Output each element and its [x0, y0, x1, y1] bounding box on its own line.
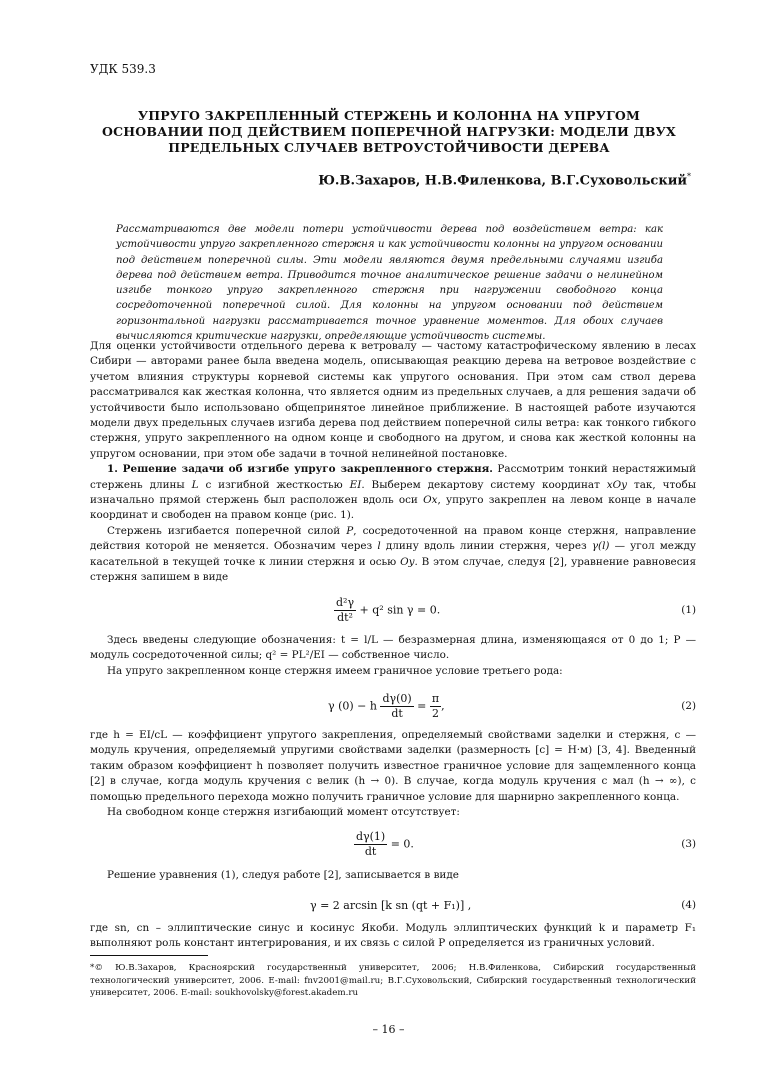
- eq1-fraction: $\frac{\text{d²γ}}{\text{dt²}}$: [336, 596, 355, 624]
- equation-label: (4): [681, 899, 696, 911]
- intro-paragraph: Для оценки устойчивости отдельного дерева к ветровалу — частому катастрофическому явлению в лесах Сибири — авторами ранее была введена модель, описывающая реакцию дерева на ветровое воздействие с учетом влияния структуры корневой системы как упругого основания. При этом сам ствол дерева рассматривался как жесткая колонна, что является одним из предельных случаев, а для решения задачи об устойчивости было использовано общепринятое линейное приближение. В настоящей работе изучаются модели двух предельных случаев изгиба дерева под действием поперечной силы ветра: как тонкого гибкого стержня, упруго закрепленного на одном конце и свободного на другом, и снова как жесткой колонны на упругом основании, при этом обе задачи в точной нелинейной постановке.: [90, 340, 696, 460]
- abstract: Рассматриваются две модели потери устойчивости дерева под воздействием ветра: как устойчивости упруго закрепленного стержня и как устойчивости колонны на упругом основании под действием поперечной силы. Эти модели являются двумя предельными случаями изгиба дерева под действием ветра. Приводится точное аналитическое решение задачи о нелинейном изгибе тонкого упруго закрепленного стержня при нагружении свободного конца сосредоточенной поперечной силой. Для колонны на упругом основании под действием горизонтальной нагрузки рассматривается точное уравнение моментов. Для обоих случаев вычисляются критические нагрузки, определяющие устойчивость системы.: [116, 224, 663, 343]
- coefficient-paragraph: где h = EI/cL — коэффициент упругого закрепления, определяемый свойствами заделки и стержня, c — модуль кручения, определяемый упругими свойствами заделки (размерность [c] = Н·м) [3, 4]. Введенный таким образом коэффициент h позволяет получить известное граничное условие для защемленного конца [2] в случае, когда модуль кручения c велик (h → 0). В случае, когда модуль кручения c мал (h → ∞), с помощью предельного перехода можно получить граничное условие для шарнирно закрепленного конца.: [90, 729, 696, 803]
- equation-1: $\frac{\text{d²γ}}{\text{dt²}}$ + q² sin γ = 0. (1): [336, 596, 696, 624]
- page-number: – 16 –: [372, 1023, 405, 1036]
- article-title: УПРУГО ЗАКРЕПЛЕННЫЙ СТЕРЖЕНЬ И КОЛОННА НА УПРУГОМ ОСНОВАНИИ ПОД ДЕЙСТВИЕМ ПОПЕРЕЧНОЙ НАГРУЗКИ: МОДЕЛИ ДВУХ ПРЕДЕЛЬНЫХ СЛУЧАЕВ ВЕТРОУСТОЙЧИВОСТИ ДЕРЕВА: [102, 108, 676, 155]
- equation-label: (2): [681, 700, 696, 712]
- solution-intro: [90, 868, 696, 883]
- jacobi-paragraph: где sn, cn – эллиптические синус и косинус Якоби. Модуль эллиптических функций k и параметр F₁ выполняют роль констант интегрирования, и их связь с силой P определяется из граничных условий.: [90, 922, 696, 950]
- footnote: *© Ю.В.Захаров, Красноярский государственный университет, 2006; Н.В.Филенкова, Сибирский государственный технологический университет, 2006. E-mail: fnv2001@mail.ru; В.Г.Суховольский, Сибирский государственный технологический университет, 2006. E-mail: soukhovolsky@forest.akadem.ru: [90, 963, 696, 999]
- coefficient-block: [90, 728, 696, 820]
- boundary-intro: На упруго закрепленном конце стержня имеем граничное условие третьего рода:: [107, 664, 563, 677]
- equation-4: γ = 2 arcsin [k sn (qt + F₁)] , (4): [310, 899, 696, 912]
- equation-label: (3): [681, 838, 696, 850]
- section1-paragraph: 1. Решение задачи об изгибе упруго закрепленного стержня. Рассмотрим тонкий нерастяжимый стержень длины L с изгибной жесткостью EI. Выберем декартову систему координат xOy так, чтобы изначально прямой стержень был расположен вдоль оси Ox, упруго закреплен на левом конце в начале координат и свободен на правом конце (рис. 1).: [90, 463, 697, 522]
- jacobi-block: [90, 921, 696, 952]
- equation-3: $\frac{d\gamma(1)}{dt}$ = 0. (3): [356, 830, 696, 858]
- solution-paragraph: Решение уравнения (1), следуя работе [2], записывается в виде: [107, 869, 459, 881]
- intro-section: [90, 339, 696, 586]
- section1-heading: 1. Решение задачи об изгибе упруго закрепленного стержня.: [107, 463, 493, 476]
- footnote-marker: *: [687, 172, 691, 181]
- notation-paragraph: Здесь введены следующие обозначения: t = l/L — безразмерная длина, изменяющаяся от 0 до 1; P — модуль сосредоточенной силы; q² = PL²/EI — собственное число.: [90, 634, 696, 662]
- force-paragraph: Стержень изгибается поперечной силой P, сосредоточенной на правом конце стержня, направление действия которой не меняется. Обозначим через l длину вдоль линии стержня, через γ(l) — угол между касательной в текущей точке к линии стержня и осью Oy. В этом случае, следуя [2], уравнение равновесия стержня запишем в виде: [90, 524, 697, 584]
- footnote-divider: [90, 955, 208, 956]
- author-list: [318, 172, 691, 188]
- udk-code: УДК 539.3: [90, 62, 156, 76]
- free-end-paragraph: На свободном конце стержня изгибающий момент отсутствует:: [107, 806, 460, 819]
- equation-2: γ (0) − h $\frac{d\gamma(0)}{dt}$ = $\frac{\pi}{2}$ , (2): [328, 692, 696, 720]
- notation-block: [90, 633, 696, 679]
- equation-label: (1): [681, 604, 696, 616]
- author-names: Ю.В.Захаров, Н.В.Филенкова, В.Г.Суховольский: [318, 173, 687, 189]
